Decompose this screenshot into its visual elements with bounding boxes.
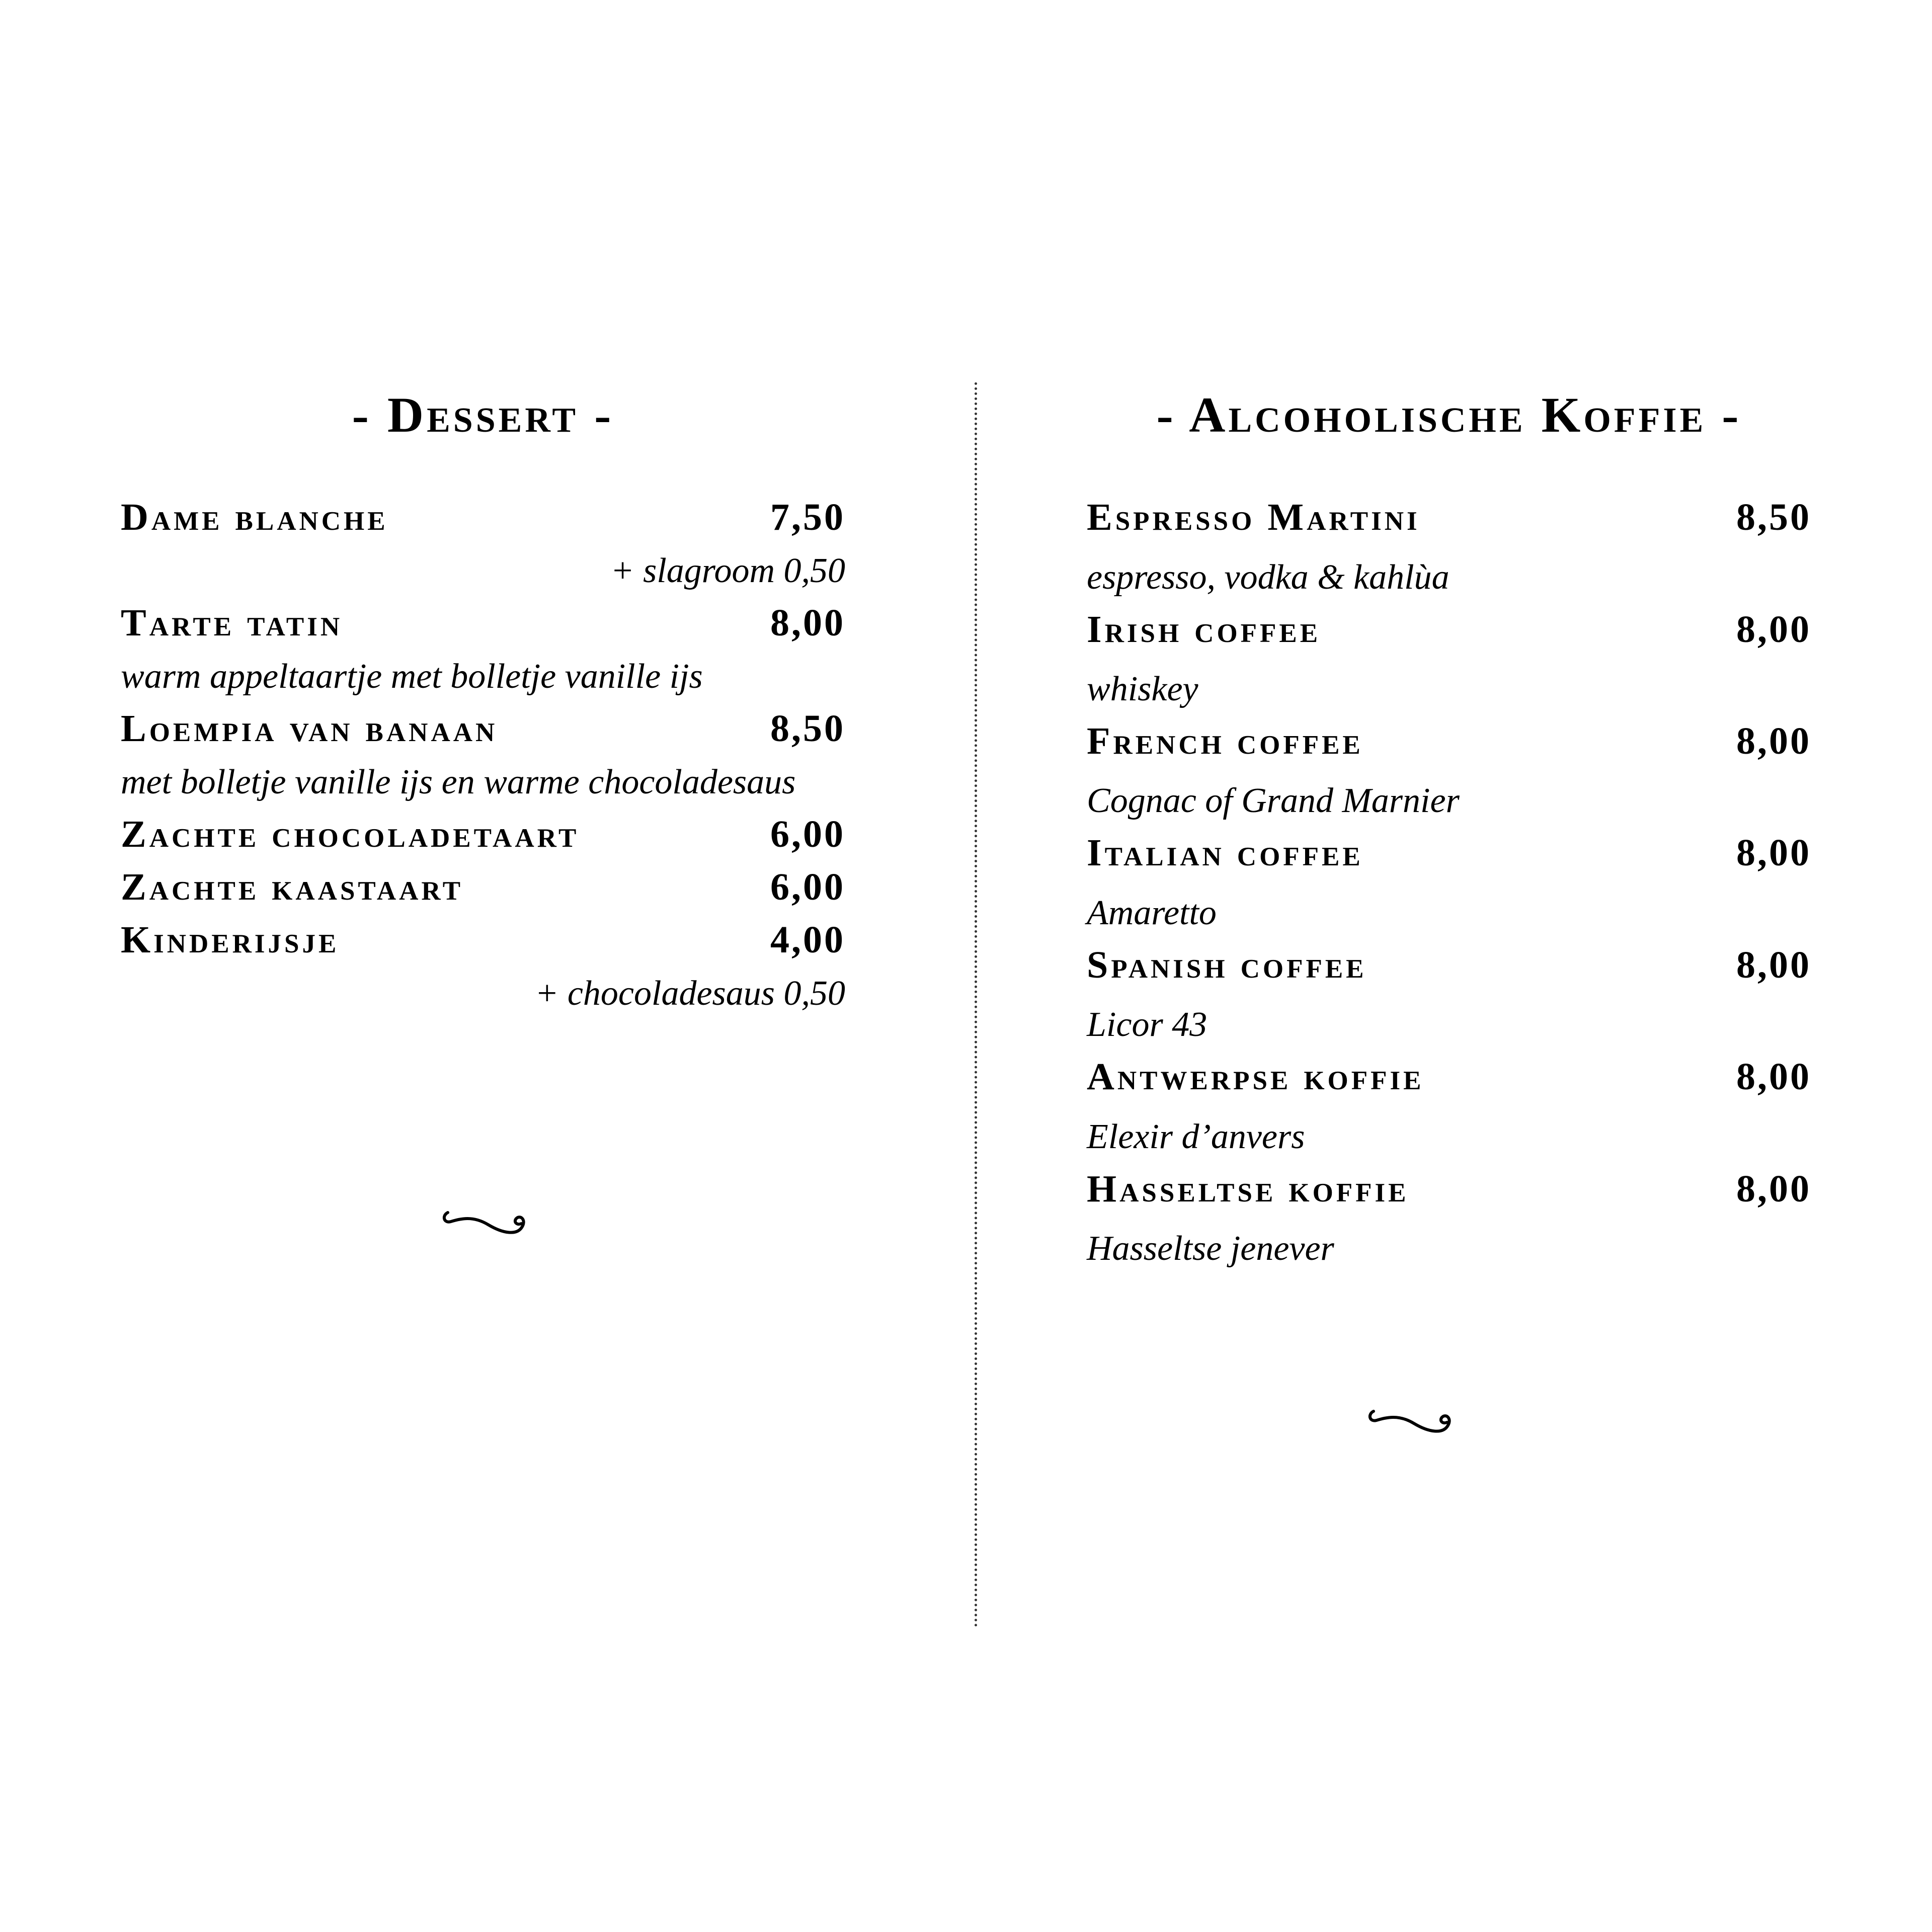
menu-item-hasseltse-koffie: [1087, 1167, 1811, 1211]
menu-item-zachte-chocoladetaart: [121, 813, 845, 856]
menu-item-antwerpse-koffie: [1087, 1055, 1811, 1099]
item-price: 8,00: [1736, 832, 1811, 874]
swash-ornament-icon: [433, 1197, 533, 1243]
item-name: French coffee: [1087, 720, 1363, 762]
item-name: Hasseltse koffie: [1087, 1168, 1409, 1210]
menu-item-espresso-martini: [1087, 496, 1811, 539]
item-description: Hasseltse jenever: [1087, 1229, 1334, 1268]
item-description: met bolletje vanille ijs en warme chocoladesaus: [121, 763, 796, 801]
item-name: Antwerpse koffie: [1087, 1056, 1424, 1098]
item-price: 7,50: [770, 496, 845, 538]
item-price: 6,00: [770, 866, 845, 908]
menu-item-italian-coffee: [1087, 831, 1811, 875]
item-name: Zachte chocoladetaart: [121, 813, 580, 855]
item-name: Dame blanche: [121, 496, 388, 538]
item-price: 8,50: [770, 707, 845, 750]
item-extra: + chocoladesaus 0,50: [535, 974, 845, 1013]
item-name: Italian coffee: [1087, 832, 1363, 874]
item-price: 6,00: [770, 813, 845, 855]
menu-item-zachte-kaastaart: [121, 865, 845, 909]
item-description: whiskey: [1087, 670, 1198, 708]
item-price: 8,00: [1736, 720, 1811, 762]
coffee-title: - Alcoholische Koffie -: [1156, 387, 1742, 443]
item-name: Loempia van banaan: [121, 707, 498, 750]
item-price: 8,50: [1736, 496, 1811, 538]
swash-ornament-icon: [1358, 1396, 1459, 1441]
item-price: 8,00: [770, 602, 845, 644]
menu-item-dame-blanche: [121, 496, 845, 539]
item-price: 8,00: [1736, 608, 1811, 651]
item-price: 8,00: [1736, 1056, 1811, 1098]
item-extra: + slagroom 0,50: [610, 551, 845, 590]
item-price: 4,00: [770, 919, 845, 961]
menu-item-kinderijsje: [121, 918, 845, 962]
item-name: Spanish coffee: [1087, 944, 1367, 986]
item-description: Cognac of Grand Marnier: [1087, 781, 1460, 820]
menu-item-irish-coffee: [1087, 608, 1811, 652]
item-name: Kinderijsje: [121, 919, 340, 961]
item-name: Zachte kaastaart: [121, 866, 464, 908]
item-price: 8,00: [1736, 1168, 1811, 1210]
item-name: Irish coffee: [1087, 608, 1321, 651]
item-name: Tarte tatin: [121, 602, 343, 644]
item-description: warm appeltaartje met bolletje vanille ijs: [121, 657, 703, 696]
item-description: Amaretto: [1087, 894, 1217, 932]
item-price: 8,00: [1736, 944, 1811, 986]
item-description: Licor 43: [1087, 1005, 1208, 1044]
menu-item-loempia-van-banaan: [121, 707, 845, 751]
menu-item-french-coffee: [1087, 719, 1811, 763]
dessert-title: - Dessert -: [352, 387, 614, 443]
column-divider: [975, 382, 977, 1628]
menu-item-spanish-coffee: [1087, 943, 1811, 987]
menu-item-tarte-tatin: [121, 601, 845, 645]
item-description: Elexir d’anvers: [1087, 1117, 1305, 1156]
item-name: Espresso Martini: [1087, 496, 1420, 538]
item-description: espresso, vodka & kahlùa: [1087, 558, 1450, 597]
